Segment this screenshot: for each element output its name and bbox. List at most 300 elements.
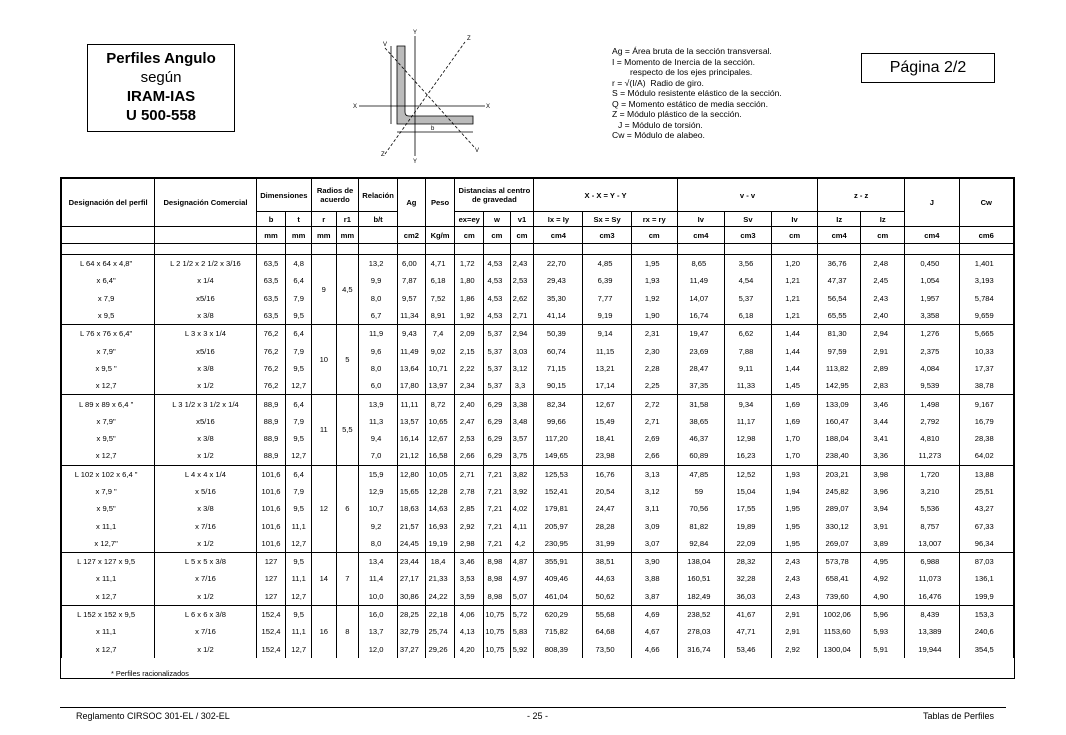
table-cell: 4,66 (631, 641, 677, 658)
table-row (62, 553, 1014, 571)
table-cell: 101,6 (256, 483, 286, 500)
table-cell: 355,91 (534, 553, 583, 571)
table-cell: 13,64 (398, 360, 426, 377)
table-cell: 2,40 (455, 395, 484, 413)
table-cell: 88,9 (256, 430, 286, 447)
table-cell: 3,09 (631, 517, 677, 534)
title-line2: según (140, 69, 182, 86)
table-cell: 138,04 (677, 553, 724, 571)
table-cell: 4,90 (861, 588, 905, 606)
table-cell: x 1/2 (155, 588, 256, 606)
table-cell: 1,72 (455, 255, 484, 273)
table-row (62, 570, 1014, 587)
table-cell: 19,89 (724, 517, 771, 534)
table-cell: 88,9 (256, 395, 286, 413)
table-cell: 7,21 (484, 500, 511, 517)
table-cell: 4,810 (905, 430, 959, 447)
table-cell: 4,8 (286, 255, 312, 273)
table-cell: 6,4 (286, 465, 312, 483)
table-cell: 5,07 (510, 588, 534, 606)
table-cell: 8,98 (484, 553, 511, 571)
table-cell: 47,85 (677, 465, 724, 483)
table-cell: 4,95 (861, 553, 905, 571)
table-cell: 60,89 (677, 447, 724, 465)
table-cell: 16,74 (677, 307, 724, 325)
table-cell: 2,53 (510, 272, 534, 289)
table-cell: L 3 x 3 x 1/4 (155, 325, 256, 343)
table-cell: 11,17 (724, 413, 771, 430)
table-cell: x 12,7 (62, 377, 155, 395)
table-cell: 87,03 (959, 553, 1013, 571)
table-cell: 2,92 (772, 641, 818, 658)
footer-rule (60, 707, 1006, 708)
table-cell: 10,75 (484, 605, 511, 623)
table-cell: 92,84 (677, 535, 724, 553)
table-cell: 0,450 (905, 255, 959, 273)
radius-r1-cell: 4,5 (336, 255, 359, 325)
table-cell: L 2 1/2 x 2 1/2 x 3/16 (155, 255, 256, 273)
table-cell: 11,3 (359, 413, 398, 430)
header-v1: v1 (510, 212, 534, 227)
table-cell: 2,71 (455, 465, 484, 483)
table-cell: L 127 x 127 x 9,5 (62, 553, 155, 571)
table-cell: L 4 x 4 x 1/4 (155, 465, 256, 483)
table-cell: 13,7 (359, 623, 398, 640)
table-cell: 205,97 (534, 517, 583, 534)
unit-r: mm (312, 227, 337, 244)
table-cell: 354,5 (959, 641, 1013, 658)
table-cell: 3,11 (631, 500, 677, 517)
table-cell: 5,37 (484, 342, 511, 359)
table-row (62, 272, 1014, 289)
table-cell: 6,00 (398, 255, 426, 273)
table-cell: 43,27 (959, 500, 1013, 517)
svg-text:V: V (383, 42, 388, 48)
table-cell: 2,94 (510, 325, 534, 343)
table-cell: L 3 1/2 x 3 1/2 x 1/4 (155, 395, 256, 413)
table-cell: 3,89 (861, 535, 905, 553)
unit-t: mm (286, 227, 312, 244)
table-cell: 9,2 (359, 517, 398, 534)
table-cell: 2,31 (631, 325, 677, 343)
table-cell: 6,29 (484, 395, 511, 413)
table-cell: x 7,9 " (62, 483, 155, 500)
table-cell: 7,21 (484, 483, 511, 500)
unit-iz: cm4 (818, 227, 861, 244)
table-cell: 28,38 (959, 430, 1013, 447)
table-cell: 1002,06 (818, 605, 861, 623)
table-cell: L 76 x 76 x 6,4" (62, 325, 155, 343)
table-cell: 81,82 (677, 517, 724, 534)
table-cell: 17,37 (959, 360, 1013, 377)
table-cell: 2,53 (455, 430, 484, 447)
table-cell: 67,33 (959, 517, 1013, 534)
table-cell: 142,95 (818, 377, 861, 395)
table-cell: 127 (256, 570, 286, 587)
unit-ag: cm2 (398, 227, 426, 244)
table-cell: 11,1 (286, 517, 312, 534)
table-cell: 5,91 (861, 641, 905, 658)
table-cell: 7,9 (286, 483, 312, 500)
table-row (62, 500, 1014, 517)
header-ex: ex=ey (455, 212, 484, 227)
table-cell: 76,2 (256, 325, 286, 343)
table-cell: x 9,5 " (62, 360, 155, 377)
table-cell: 21,33 (425, 570, 455, 587)
radius-r1-cell: 5,5 (336, 395, 359, 465)
table-cell: 1,80 (455, 272, 484, 289)
table-cell: 96,34 (959, 535, 1013, 553)
table-cell: 88,9 (256, 447, 286, 465)
page-indicator: Página 2/2 (861, 53, 995, 83)
table-cell: 46,37 (677, 430, 724, 447)
unit-blank-1 (62, 227, 155, 244)
table-cell: 6,62 (724, 325, 771, 343)
table-cell: 13,007 (905, 535, 959, 553)
unit-ix: cm4 (534, 227, 583, 244)
table-cell: 12,7 (286, 588, 312, 606)
table-cell: 5,83 (510, 623, 534, 640)
table-cell: 88,9 (256, 413, 286, 430)
table-cell: 81,30 (818, 325, 861, 343)
title-box (87, 44, 235, 132)
table-cell: 5,92 (510, 641, 534, 658)
table-cell: 4,92 (861, 570, 905, 587)
table-cell: 28,25 (398, 605, 426, 623)
table-cell: 10,75 (484, 641, 511, 658)
table-cell: 1,95 (772, 517, 818, 534)
table-cell: 36,03 (724, 588, 771, 606)
table-cell: 3,41 (861, 430, 905, 447)
table-cell: 28,32 (724, 553, 771, 571)
table-cell: 3,90 (631, 553, 677, 571)
legend-j: J = Módulo de torsión. (618, 119, 703, 130)
table-cell: x 9,5 (62, 307, 155, 325)
table-cell: 3,91 (861, 517, 905, 534)
table-cell: 3,56 (724, 255, 771, 273)
table-cell: 3,210 (905, 483, 959, 500)
table-cell: 6,4 (286, 325, 312, 343)
table-cell: 15,65 (398, 483, 426, 500)
table-row (62, 360, 1014, 377)
table-cell: 22,18 (425, 605, 455, 623)
table-cell: 22,09 (724, 535, 771, 553)
header-zz: z - z (818, 179, 905, 212)
table-cell: 152,41 (534, 483, 583, 500)
table-cell: 13,389 (905, 623, 959, 640)
table-cell: 152,4 (256, 623, 286, 640)
table-row (62, 605, 1014, 623)
header-iz: Iz (818, 212, 861, 227)
table-cell: 1,45 (772, 377, 818, 395)
table-cell: x 7,9 (62, 290, 155, 307)
table-cell: 4,11 (510, 517, 534, 534)
table-cell: 13,21 (583, 360, 631, 377)
table-cell: x5/16 (155, 290, 256, 307)
table-cell: 12,98 (724, 430, 771, 447)
svg-text:Z: Z (467, 36, 471, 42)
table-cell: 14,07 (677, 290, 724, 307)
table-cell: 4,53 (484, 272, 511, 289)
table-cell: 12,52 (724, 465, 771, 483)
table-cell: 160,51 (677, 570, 724, 587)
table-body (62, 244, 1014, 658)
table-cell: 3,13 (631, 465, 677, 483)
table-cell: 21,57 (398, 517, 426, 534)
table-cell: 4,69 (631, 605, 677, 623)
table-cell: 1,95 (631, 255, 677, 273)
table-cell: 8,757 (905, 517, 959, 534)
legend-i: I = Momento de Inercia de la sección. (612, 56, 756, 67)
legend-r: Radio de giro. (650, 77, 704, 88)
unit-peso: Kg/m (425, 227, 455, 244)
table-row (62, 517, 1014, 534)
table-cell: 2,91 (861, 342, 905, 359)
table-cell: 620,29 (534, 605, 583, 623)
table-cell: 76,2 (256, 377, 286, 395)
table-cell: 4,85 (583, 255, 631, 273)
radius-r-cell: 16 (312, 605, 337, 657)
table-cell: 1,276 (905, 325, 959, 343)
header-radios: Radios de acuerdo (312, 179, 359, 212)
table-cell: 37,35 (677, 377, 724, 395)
table-cell: 230,95 (534, 535, 583, 553)
table-cell: 8,91 (425, 307, 455, 325)
table-row (62, 465, 1014, 483)
table-cell: 99,66 (534, 413, 583, 430)
table-cell: 117,20 (534, 430, 583, 447)
table-cell: x5/16 (155, 413, 256, 430)
table-cell: 16,23 (724, 447, 771, 465)
table-cell: 2,66 (455, 447, 484, 465)
table-cell: x 11,1 (62, 623, 155, 640)
table-cell: 3,92 (510, 483, 534, 500)
table-cell: 10,33 (959, 342, 1013, 359)
table-cell: 9,57 (398, 290, 426, 307)
table-cell: 15,49 (583, 413, 631, 430)
table-cell: 6,0 (359, 377, 398, 395)
table-cell: 12,7 (286, 535, 312, 553)
table-cell: 1,90 (631, 307, 677, 325)
table-cell: 29,26 (425, 641, 455, 658)
table-cell: 4,13 (455, 623, 484, 640)
table-cell: 4,02 (510, 500, 534, 517)
table-cell: x 6,4" (62, 272, 155, 289)
radius-r1-cell: 7 (336, 553, 359, 606)
table-cell: 8,72 (425, 395, 455, 413)
unit-sv: cm3 (724, 227, 771, 244)
table-row (62, 623, 1014, 640)
table-cell: x 7,9" (62, 413, 155, 430)
table-cell: L 152 x 152 x 9,5 (62, 605, 155, 623)
table-cell: x 12,7 (62, 641, 155, 658)
table-cell: 6,4 (286, 272, 312, 289)
table-cell: 4,53 (484, 307, 511, 325)
table-cell: 1,20 (772, 255, 818, 273)
profiles-table-wrapper (60, 177, 1015, 679)
table-cell: 9,5 (286, 360, 312, 377)
table-cell: 2,34 (455, 377, 484, 395)
footer-left: Reglamento CIRSOC 301-EL / 302-EL (76, 711, 230, 721)
table-cell: 12,67 (583, 395, 631, 413)
table-cell: 101,6 (256, 517, 286, 534)
table-cell: 127 (256, 553, 286, 571)
table-cell: 1,21 (772, 290, 818, 307)
table-cell: 8,98 (484, 588, 511, 606)
header-t: t (286, 212, 312, 227)
svg-text:b: b (431, 126, 435, 132)
table-cell: 11,4 (359, 570, 398, 587)
table-cell: 1,92 (631, 290, 677, 307)
table-cell: 12,28 (425, 483, 455, 500)
table-cell: 10,05 (425, 465, 455, 483)
table-cell: 7,52 (425, 290, 455, 307)
header-distancias: Distancias al centro de gravedad (455, 179, 534, 212)
radius-r-cell: 10 (312, 325, 337, 395)
table-cell: 9,539 (905, 377, 959, 395)
table-cell: 3,44 (861, 413, 905, 430)
table-cell: 17,14 (583, 377, 631, 395)
unit-rx: cm (631, 227, 677, 244)
radius-r-cell: 14 (312, 553, 337, 606)
table-cell: 7,77 (583, 290, 631, 307)
table-cell: x 7/16 (155, 570, 256, 587)
table-cell: 3,12 (510, 360, 534, 377)
table-cell: 65,55 (818, 307, 861, 325)
header-dimensiones: Dimensiones (256, 179, 311, 212)
table-cell: 63,5 (256, 290, 286, 307)
angle-profile-diagram (345, 24, 495, 164)
svg-text:X: X (486, 104, 491, 110)
legend (612, 46, 782, 141)
unit-cw: cm6 (959, 227, 1013, 244)
table-cell: 7,21 (484, 517, 511, 534)
table-cell: 9,5 (286, 500, 312, 517)
table-row (62, 325, 1014, 343)
table-cell: 1,94 (772, 483, 818, 500)
table-cell: 2,91 (772, 605, 818, 623)
legend-i-cont: respecto de los ejes principales. (630, 67, 753, 77)
table-cell: 461,04 (534, 588, 583, 606)
table-cell: 7,88 (724, 342, 771, 359)
table-cell: 76,2 (256, 360, 286, 377)
table-cell: 44,63 (583, 570, 631, 587)
table-cell: 6,18 (724, 307, 771, 325)
table-cell: 3,46 (455, 553, 484, 571)
table-cell: 2,89 (861, 360, 905, 377)
table-cell: 289,07 (818, 500, 861, 517)
table-cell: 7,0 (359, 447, 398, 465)
table-row (62, 413, 1014, 430)
header-bt: b/t (359, 212, 398, 227)
svg-text:Y: Y (413, 159, 418, 164)
table-cell: 13,97 (425, 377, 455, 395)
unit-b: mm (256, 227, 286, 244)
header-ix: Ix = Iy (534, 212, 583, 227)
table-cell: 2,15 (455, 342, 484, 359)
table-cell: 10,75 (484, 623, 511, 640)
table-cell: 9,659 (959, 307, 1013, 325)
table-cell: 27,17 (398, 570, 426, 587)
table-cell: 4,54 (724, 272, 771, 289)
unit-sx: cm3 (583, 227, 631, 244)
table-cell: 10,0 (359, 588, 398, 606)
legend-formula: r = √(I/A) (612, 77, 646, 88)
table-cell: 3,12 (631, 483, 677, 500)
table-cell: 16,14 (398, 430, 426, 447)
table-cell: 7,21 (484, 465, 511, 483)
table-cell: 1,92 (455, 307, 484, 325)
table-cell: 2,62 (510, 290, 534, 307)
unit-r1: mm (336, 227, 359, 244)
table-cell: 4,67 (631, 623, 677, 640)
table-cell: 808,39 (534, 641, 583, 658)
table-cell: 23,69 (677, 342, 724, 359)
unit-j: cm4 (905, 227, 959, 244)
table-cell: 3,59 (455, 588, 484, 606)
table-cell: 9,02 (425, 342, 455, 359)
table-cell: 63,5 (256, 255, 286, 273)
header-b: b (256, 212, 286, 227)
table-cell: 11,33 (724, 377, 771, 395)
table-cell: 7,9 (286, 413, 312, 430)
table-cell: L 5 x 5 x 3/8 (155, 553, 256, 571)
table-cell: 25,74 (425, 623, 455, 640)
table-cell: 21,12 (398, 447, 426, 465)
table-cell: 7,9 (286, 342, 312, 359)
footnote: * Perfiles racionalizados (111, 669, 189, 678)
table-cell: 11,073 (905, 570, 959, 587)
table-cell: 136,1 (959, 570, 1013, 587)
radius-r1-cell: 5 (336, 325, 359, 395)
header-designacion-perfil: Designación del perfil (62, 179, 155, 227)
table-cell: 20,54 (583, 483, 631, 500)
table-cell: 7,4 (425, 325, 455, 343)
table-row (62, 342, 1014, 359)
table-cell: x5/16 (155, 342, 256, 359)
table-row (62, 255, 1014, 273)
table-cell: 127 (256, 588, 286, 606)
table-spacer-row (62, 244, 1014, 255)
title-line1: Perfiles Angulo (106, 50, 216, 67)
table-cell: x 9,5" (62, 430, 155, 447)
header-xx-yy: X - X = Y - Y (534, 179, 677, 212)
table-cell: 35,30 (534, 290, 583, 307)
table-cell: 1,70 (772, 430, 818, 447)
table-row (62, 307, 1014, 325)
table-cell: 2,91 (772, 623, 818, 640)
table-cell: 9,5 (286, 430, 312, 447)
table-cell: 17,80 (398, 377, 426, 395)
header-vv: v - v (677, 179, 817, 212)
table-cell: 2,22 (455, 360, 484, 377)
table-cell: 2,98 (455, 535, 484, 553)
table-cell: 11,15 (583, 342, 631, 359)
table-cell: 9,5 (286, 553, 312, 571)
table-cell: 9,5 (286, 605, 312, 623)
table-cell: 59 (677, 483, 724, 500)
table-cell: 3,38 (510, 395, 534, 413)
table-cell: 8,65 (677, 255, 724, 273)
table-cell: 149,65 (534, 447, 583, 465)
table-cell: 3,57 (510, 430, 534, 447)
table-cell: 1153,60 (818, 623, 861, 640)
table-cell: 2,47 (455, 413, 484, 430)
table-cell: 32,79 (398, 623, 426, 640)
header-iv2: Iv (772, 212, 818, 227)
table-cell: x 3/8 (155, 360, 256, 377)
table-cell: 11,1 (286, 623, 312, 640)
